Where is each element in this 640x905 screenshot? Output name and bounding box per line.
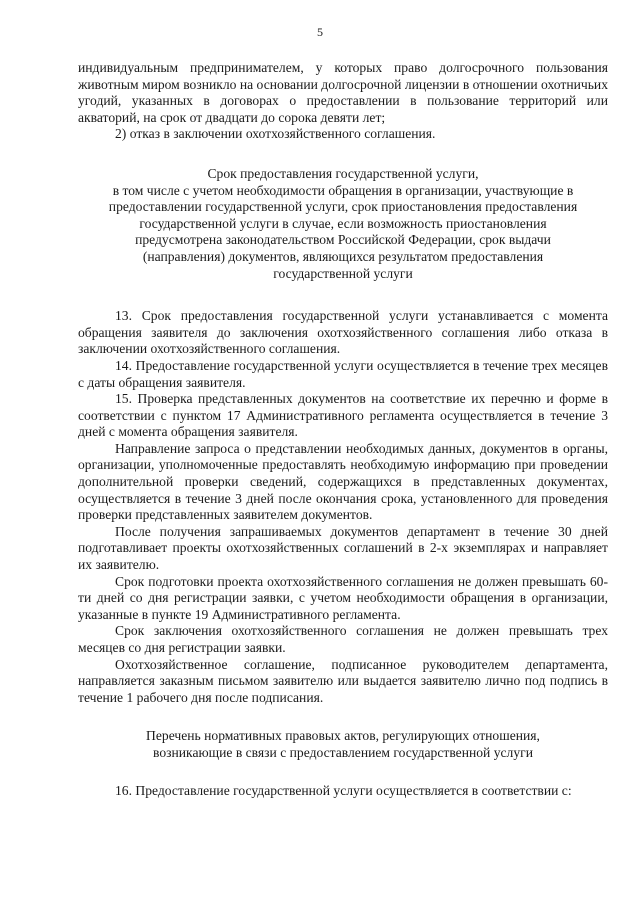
heading-line: Срок предоставления государственной услуги,: [207, 165, 479, 181]
paragraph-signed-agreement: Охотхозяйственное соглашение, подписанное руководителем департамента, направляется заказным письмом заявителю или выдается заявителю лично под подпись в течение 1 рабочего дня после подписания.: [78, 656, 608, 705]
paragraph-16: 16. Предоставление государственной услуги осуществляется в соответствии с:: [115, 782, 572, 798]
paragraph-refusal: 2) отказ в заключении охотхозяйственного соглашения.: [115, 126, 436, 142]
section-heading-period: [78, 166, 608, 282]
paragraph-13: 13. Срок предоставления государственной услуги устанавливается с момента обращения заявителя до заключения охотхозяйственного соглашения либо отказа в заключении охотхозяйственного соглашения.: [78, 308, 608, 357]
heading-line: предусмотрена законодательством Российской Федерации, срок выдачи: [135, 232, 551, 248]
heading-line: (направления) документов, являющихся результатом предоставления: [142, 248, 544, 264]
page-number: 5: [317, 25, 323, 39]
heading-line: в том числе с учетом необходимости обращения в организации, участвующие в: [112, 182, 574, 198]
section-heading-legal: [78, 728, 608, 761]
heading-line: государственной услуги в случае, если возможность приостановления: [139, 215, 547, 231]
section-body-legal: [78, 783, 608, 800]
paragraph-continued: индивидуальным предпринимателем, у которых право долгосрочного пользования животным миром возникло на основании долгосрочной лицензии в отношении охотничьих угодий, указанных в договорах о предоставлении в пользование территорий или акваторий, на срок от двадцати до сорока девяти лет;: [78, 60, 608, 125]
paragraph-request: Направление запроса о представлении необходимых данных, документов в органы, организации, уполномоченные предоставлять необходимую информацию при проведении дополнительной проверки сведений, содержащихся в представленных документах, осуществляется в течение 3 дней после окончания срока, установленного для проведения проверки представленных заявителем документов.: [78, 440, 608, 523]
document-body: [78, 60, 608, 799]
heading-line: возникающие в связи с предоставлением государственной услуги: [153, 744, 533, 760]
heading-line: Перечень нормативных правовых актов, регулирующих отношения,: [146, 728, 540, 744]
section-body-period: [78, 308, 608, 706]
heading-line: предоставлении государственной услуги, срок приостановления предоставления: [108, 199, 578, 215]
paragraph-draft-period: Срок подготовки проекта охотхозяйственного соглашения не должен превышать 60-ти дней со дня регистрации заявки, с учетом необходимости обращения в организации, указанные в пункте 19 Административного регламента.: [78, 573, 608, 622]
paragraph-15: 15. Проверка представленных документов на соответствие их перечню и форме в соответствии с пунктом 17 Административного регламента осуществляется в течение 3 дней с момента обращения заявителя.: [78, 391, 608, 440]
paragraph-after-receipt: После получения запрашиваемых документов департамент в течение 30 дней подготавливает проекты охотхозяйственных соглашений в 2-х экземплярах и направляет их заявителю.: [78, 523, 608, 573]
heading-line: государственной услуги: [273, 265, 413, 281]
paragraph-14: 14. Предоставление государственной услуги осуществляется в течение трех месяцев с даты обращения заявителя.: [78, 357, 608, 390]
paragraph-conclusion-period: Срок заключения охотхозяйственного соглашения не должен превышать трех месяцев со дня регистрации заявки.: [78, 623, 608, 655]
